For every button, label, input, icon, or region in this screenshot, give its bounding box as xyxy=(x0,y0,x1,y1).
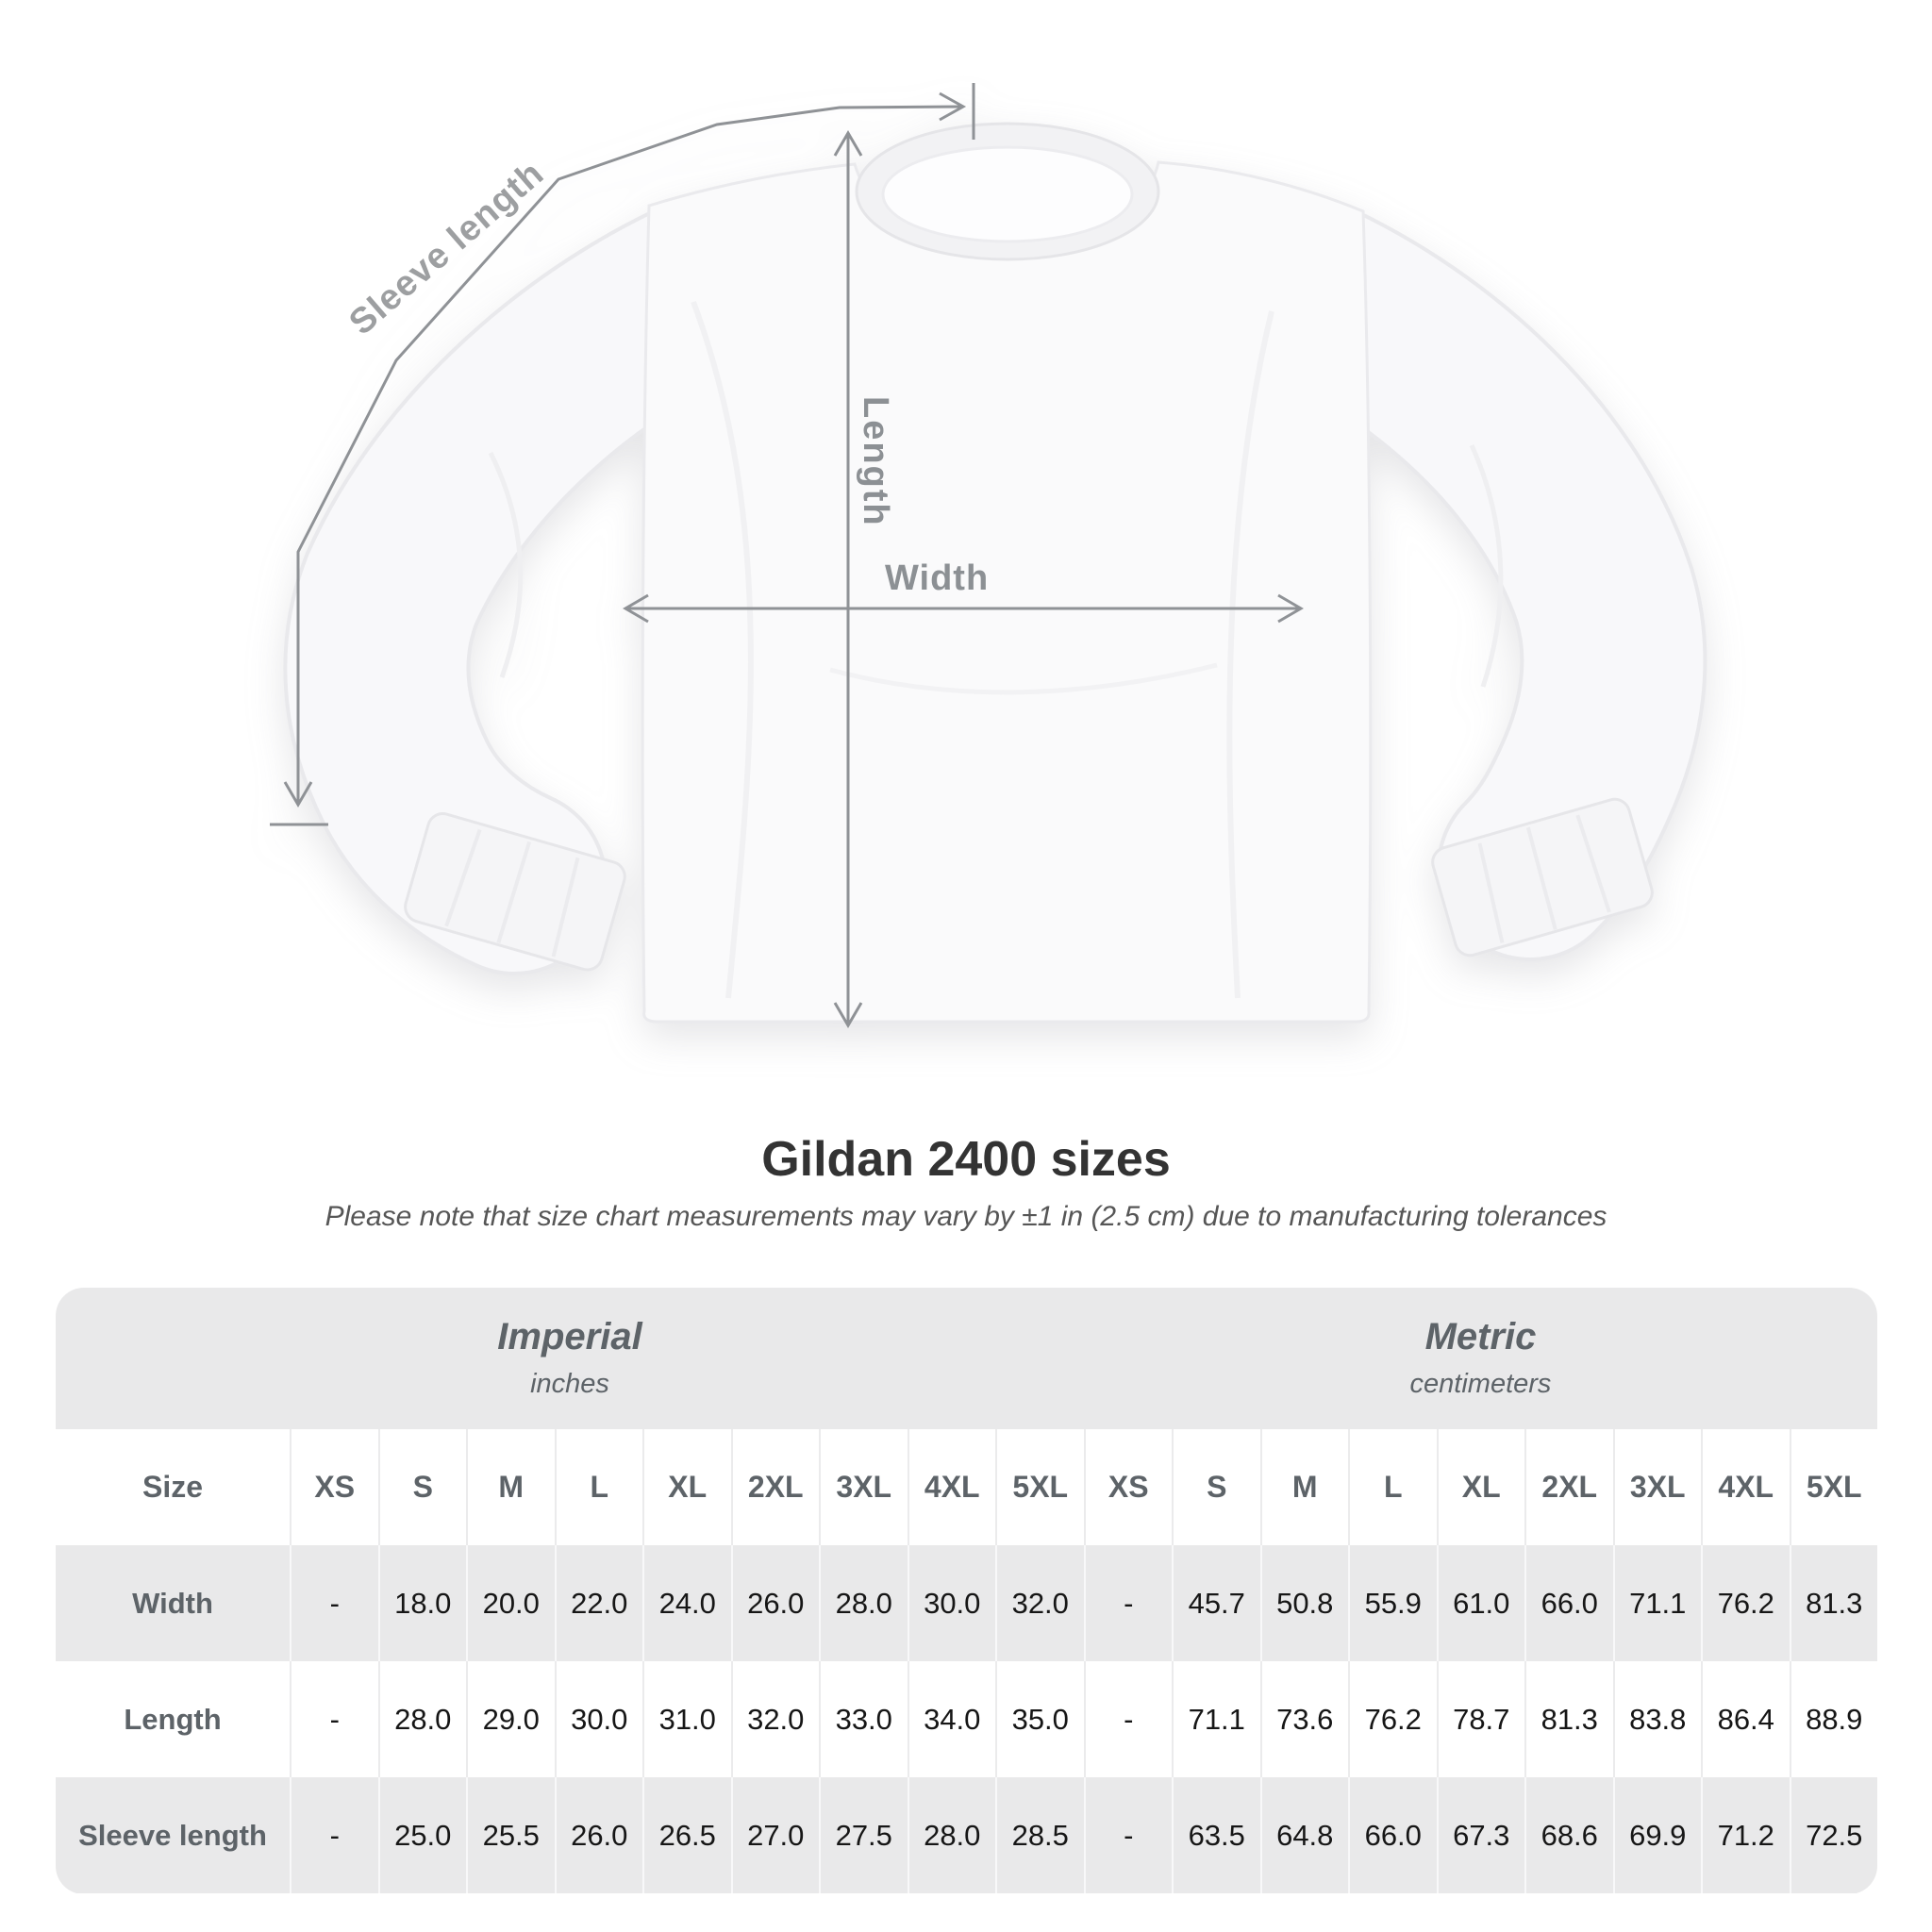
value-cell: 26.5 xyxy=(642,1777,731,1893)
value-cell: 71.1 xyxy=(1613,1545,1702,1661)
size-column-header: Size xyxy=(142,1470,204,1504)
value-cell: 73.6 xyxy=(1260,1661,1349,1777)
row-label: Width xyxy=(132,1586,213,1620)
size-col-header: 4XL xyxy=(908,1429,996,1545)
size-col-header: 5XL xyxy=(1790,1429,1878,1545)
page-title: Gildan 2400 sizes xyxy=(761,1132,1171,1187)
value-cell: 31.0 xyxy=(642,1661,731,1777)
value-cell: 26.0 xyxy=(555,1777,643,1893)
imperial-sublabel: inches xyxy=(530,1369,609,1399)
width-dimension-label: Width xyxy=(885,558,990,598)
value-cell: - xyxy=(1084,1777,1173,1893)
value-cell: 45.7 xyxy=(1172,1545,1260,1661)
size-col-header: 3XL xyxy=(819,1429,908,1545)
value-cell: 25.5 xyxy=(466,1777,555,1893)
size-col-header: 2XL xyxy=(731,1429,820,1545)
value-cell: 29.0 xyxy=(466,1661,555,1777)
value-cell: 63.5 xyxy=(1172,1777,1260,1893)
size-col-header: 3XL xyxy=(1613,1429,1702,1545)
size-col-header: 5XL xyxy=(995,1429,1084,1545)
value-cell: 71.1 xyxy=(1172,1661,1260,1777)
collar xyxy=(857,124,1158,259)
size-col-header: S xyxy=(378,1429,467,1545)
value-cell: 50.8 xyxy=(1260,1545,1349,1661)
value-cell: 66.0 xyxy=(1524,1545,1613,1661)
length-row xyxy=(56,1661,1877,1777)
value-cell: - xyxy=(290,1545,378,1661)
row-label: Length xyxy=(124,1702,222,1736)
size-col-header: L xyxy=(555,1429,643,1545)
size-col-header: 4XL xyxy=(1701,1429,1790,1545)
size-col-header: M xyxy=(466,1429,555,1545)
value-cell: 27.0 xyxy=(731,1777,820,1893)
value-cell: 28.5 xyxy=(995,1777,1084,1893)
value-cell: 78.7 xyxy=(1437,1661,1525,1777)
value-cell: 88.9 xyxy=(1790,1661,1878,1777)
value-cell: 55.9 xyxy=(1348,1545,1437,1661)
value-cell: 30.0 xyxy=(908,1545,996,1661)
value-cell: 18.0 xyxy=(378,1545,467,1661)
value-cell: 28.0 xyxy=(378,1661,467,1777)
value-cell: - xyxy=(1084,1545,1173,1661)
value-cell: 66.0 xyxy=(1348,1777,1437,1893)
value-cell: 69.9 xyxy=(1613,1777,1702,1893)
size-col-header: XS xyxy=(290,1429,378,1545)
value-cell: 22.0 xyxy=(555,1545,643,1661)
value-cell: 72.5 xyxy=(1790,1777,1878,1893)
row-label: Sleeve length xyxy=(78,1818,267,1852)
size-header-row xyxy=(56,1429,1877,1545)
value-cell: 24.0 xyxy=(642,1545,731,1661)
metric-sublabel: centimeters xyxy=(1409,1369,1552,1399)
value-cell: 28.0 xyxy=(819,1545,908,1661)
value-cell: 76.2 xyxy=(1701,1545,1790,1661)
unit-header-row xyxy=(56,1288,1877,1429)
sleeve-length-dimension-label: Sleeve length xyxy=(341,153,552,343)
size-col-header: M xyxy=(1260,1429,1349,1545)
metric-unit-header xyxy=(1084,1288,1877,1429)
imperial-label: Imperial xyxy=(497,1316,642,1357)
sleeve-length-row xyxy=(56,1777,1877,1893)
value-cell: 61.0 xyxy=(1437,1545,1525,1661)
value-cell: 26.0 xyxy=(731,1545,820,1661)
size-table xyxy=(56,1288,1877,1894)
value-cell: 32.0 xyxy=(995,1545,1084,1661)
size-col-header: S xyxy=(1172,1429,1260,1545)
size-col-header: XS xyxy=(1084,1429,1173,1545)
size-col-header: XL xyxy=(642,1429,731,1545)
value-cell: 25.0 xyxy=(378,1777,467,1893)
value-cell: 68.6 xyxy=(1524,1777,1613,1893)
value-cell: 86.4 xyxy=(1701,1661,1790,1777)
width-row xyxy=(56,1545,1877,1661)
value-cell: 64.8 xyxy=(1260,1777,1349,1893)
value-cell: 28.0 xyxy=(908,1777,996,1893)
imperial-unit-header xyxy=(56,1288,1084,1429)
value-cell: 76.2 xyxy=(1348,1661,1437,1777)
value-cell: - xyxy=(290,1661,378,1777)
value-cell: - xyxy=(290,1777,378,1893)
value-cell: 67.3 xyxy=(1437,1777,1525,1893)
value-cell: 81.3 xyxy=(1524,1661,1613,1777)
value-cell: 30.0 xyxy=(555,1661,643,1777)
value-cell: 71.2 xyxy=(1701,1777,1790,1893)
value-cell: 33.0 xyxy=(819,1661,908,1777)
size-col-header: L xyxy=(1348,1429,1437,1545)
metric-label: Metric xyxy=(1424,1316,1537,1357)
value-cell: 20.0 xyxy=(466,1545,555,1661)
value-cell: 34.0 xyxy=(908,1661,996,1777)
value-cell: 35.0 xyxy=(995,1661,1084,1777)
size-col-header: 2XL xyxy=(1524,1429,1613,1545)
value-cell: 83.8 xyxy=(1613,1661,1702,1777)
value-cell: 32.0 xyxy=(731,1661,820,1777)
value-cell: 81.3 xyxy=(1790,1545,1878,1661)
size-col-header: XL xyxy=(1437,1429,1525,1545)
tolerance-note: Please note that size chart measurements may vary by ±1 in (2.5 cm) due to manufacturing tolerances xyxy=(325,1201,1607,1232)
value-cell: - xyxy=(1084,1661,1173,1777)
length-dimension-label: Length xyxy=(856,396,895,527)
value-cell: 27.5 xyxy=(819,1777,908,1893)
